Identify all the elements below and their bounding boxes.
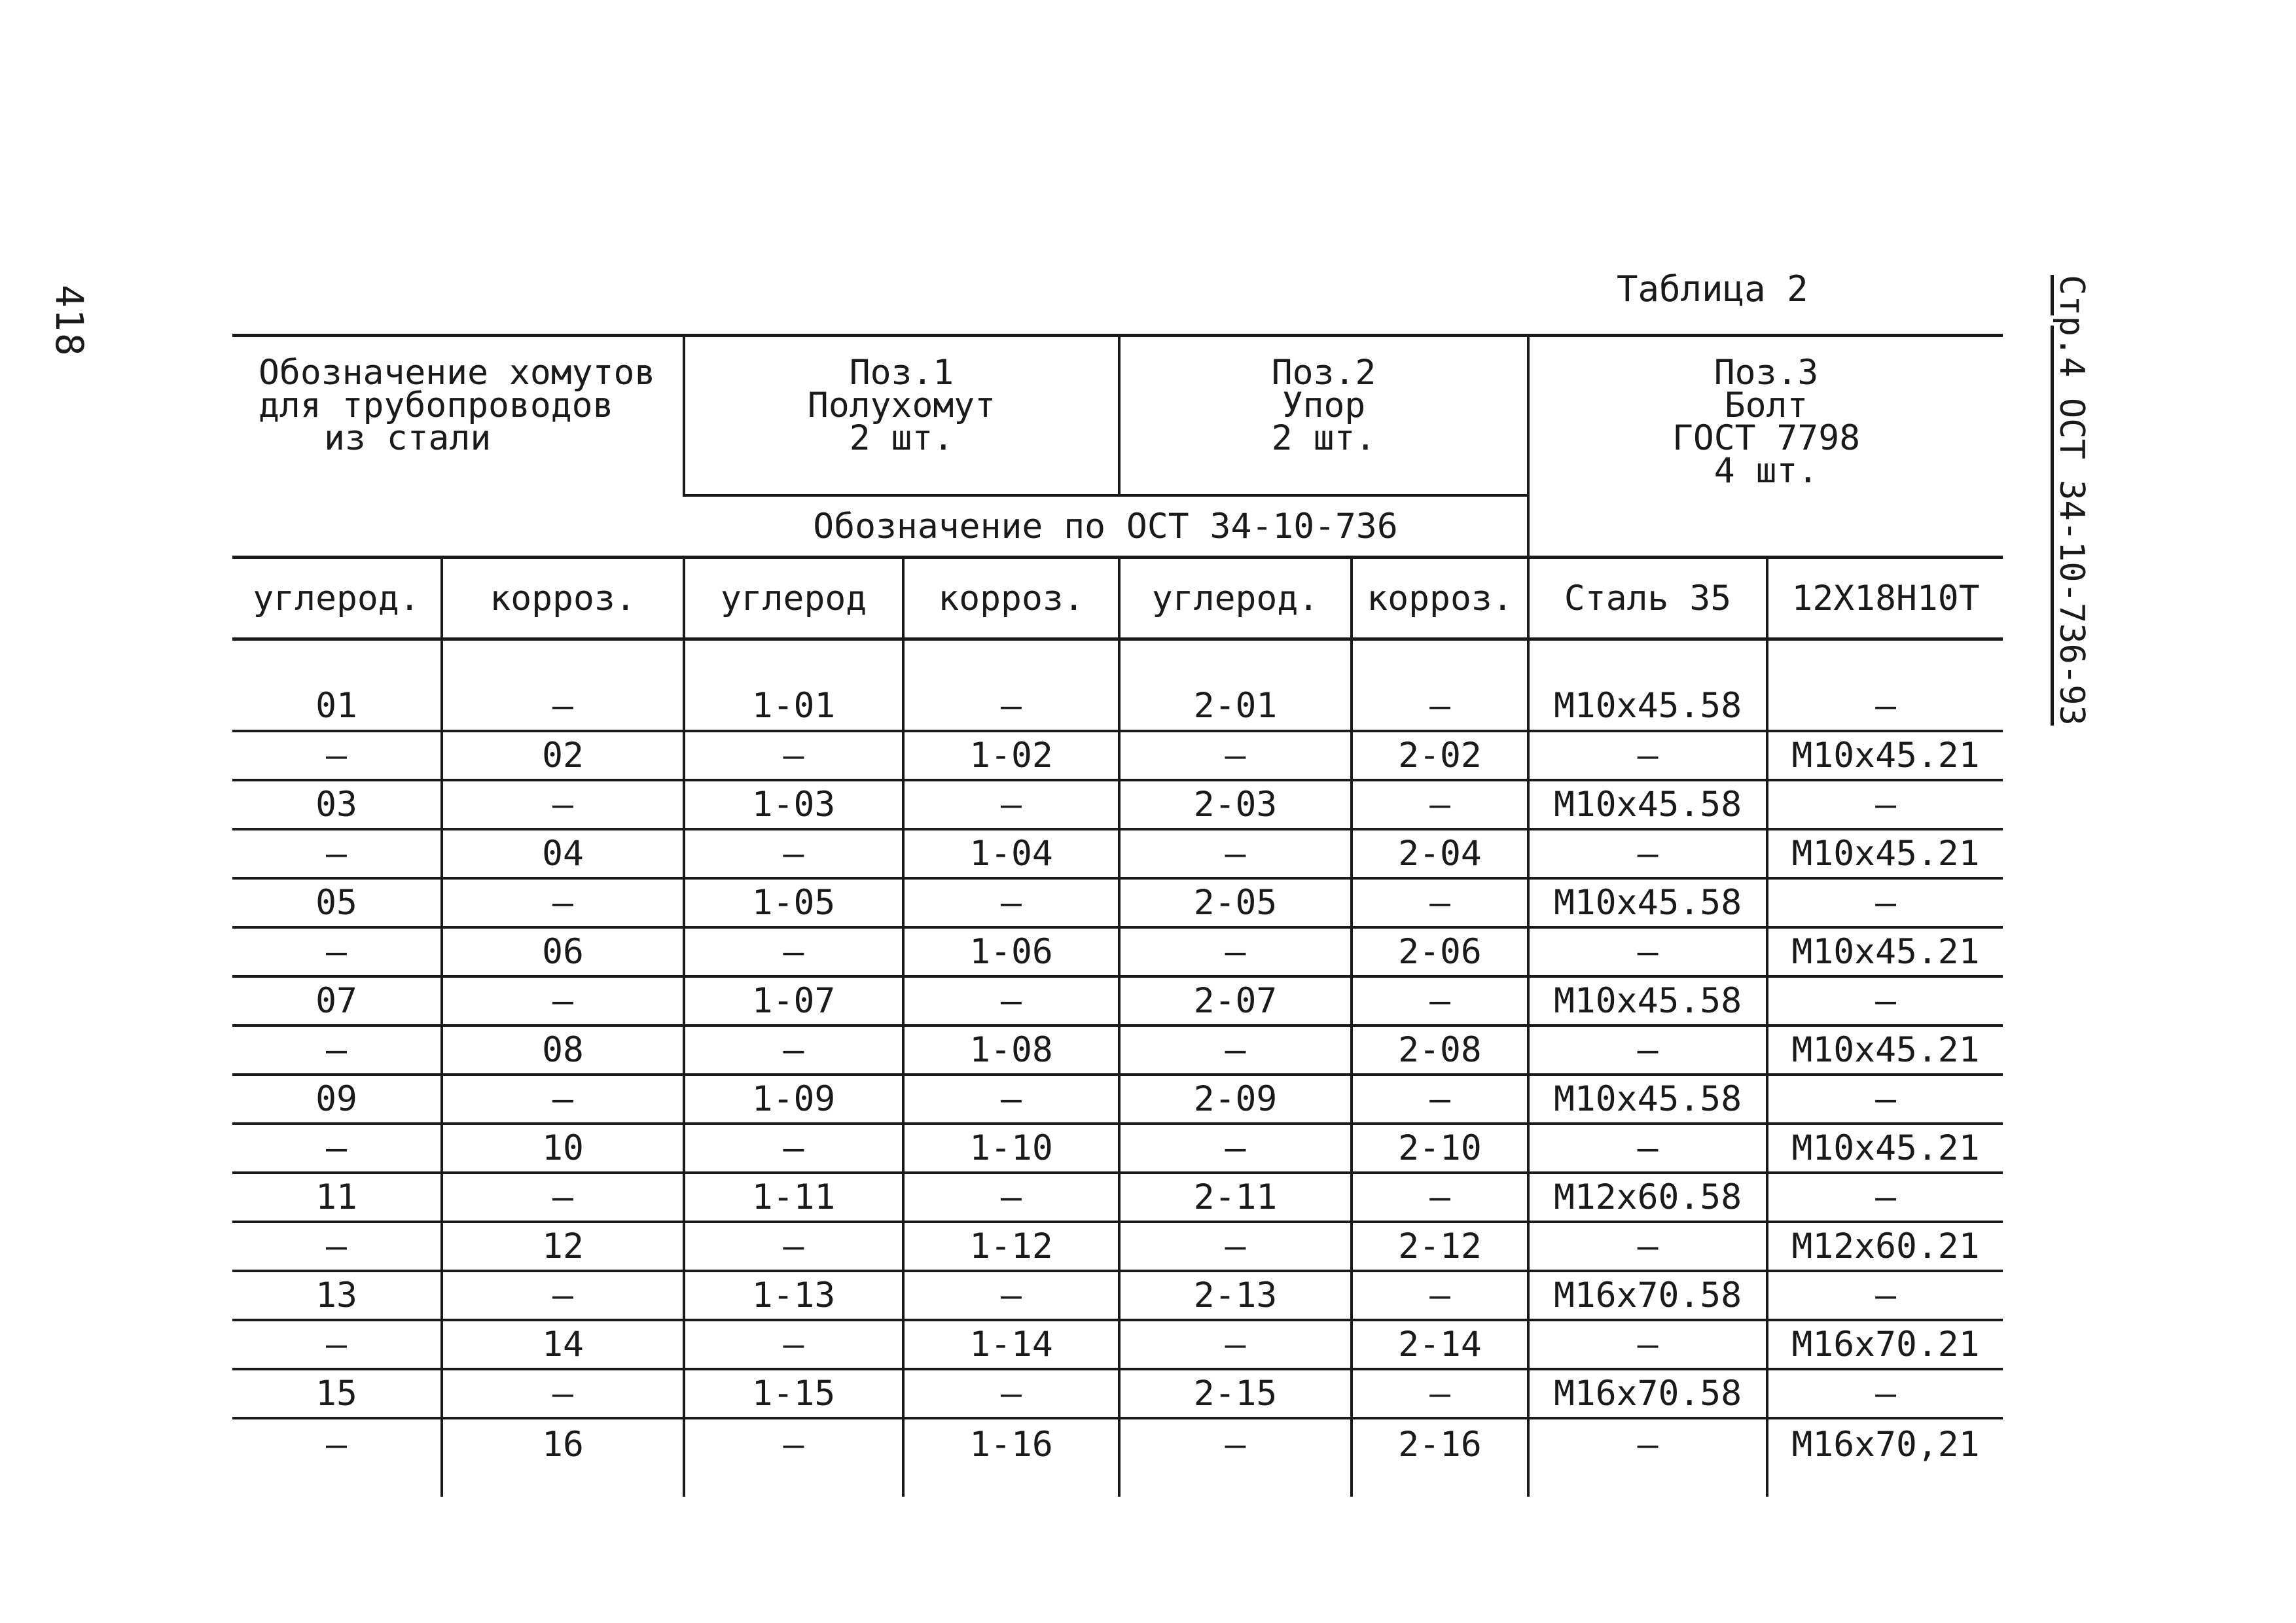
table-cell: 1-15: [684, 1369, 903, 1418]
table-cell: –: [684, 829, 903, 878]
table-cell: 2-15: [1119, 1369, 1352, 1418]
table-cell: –: [1528, 927, 1767, 976]
table-cell: –: [903, 878, 1119, 927]
table-cell: –: [1119, 1418, 1352, 1497]
table-cell: –: [1352, 1271, 1528, 1320]
table-cell: 1-07: [684, 976, 903, 1026]
table-cell: –: [1528, 1026, 1767, 1075]
table-cell: М10x45.58: [1528, 878, 1767, 927]
table-cell: –: [442, 1369, 684, 1418]
header-line: Болт: [1724, 385, 1808, 425]
table-cell: 1-02: [903, 731, 1119, 780]
table-cell: 13: [232, 1271, 442, 1320]
table-cell: 1-08: [903, 1026, 1119, 1075]
table-cell: –: [1119, 829, 1352, 878]
table-cell: 1-03: [684, 780, 903, 829]
table-cell: М10x45.21: [1767, 829, 2003, 878]
table-cell: 16: [442, 1418, 684, 1497]
table-cell: –: [1767, 1369, 2003, 1418]
pos3-header: [1528, 336, 2003, 558]
table-cell: 2-09: [1119, 1075, 1352, 1124]
table-cell: 11: [232, 1173, 442, 1222]
subheader-steel-35: Сталь 35: [1528, 558, 1767, 639]
table-row: [232, 731, 2003, 780]
table-cell: М16x70.58: [1528, 1271, 1767, 1320]
table-cell: 1-10: [903, 1124, 1119, 1173]
table-cell: –: [1767, 1271, 2003, 1320]
table-cell: 2-12: [1352, 1222, 1528, 1271]
header-line: 2 шт.: [849, 418, 954, 458]
header-row-groups: [232, 336, 2003, 496]
table-cell: М16x70,21: [1767, 1418, 2003, 1497]
table-cell: –: [903, 1271, 1119, 1320]
table-cell: М10x45.21: [1767, 1026, 2003, 1075]
table-cell: 08: [442, 1026, 684, 1075]
table-cell: 05: [232, 878, 442, 927]
table-cell: –: [232, 1124, 442, 1173]
table-cell: –: [442, 878, 684, 927]
subheader-corrosion: корроз.: [442, 558, 684, 639]
table-cell: 2-06: [1352, 927, 1528, 976]
table-cell: –: [1767, 780, 2003, 829]
pos1-header: [684, 336, 1119, 496]
table-cell: 2-13: [1119, 1271, 1352, 1320]
table-cell: 1-16: [903, 1418, 1119, 1497]
table-row: [232, 1320, 2003, 1369]
table-cell: М10x45.58: [1528, 1075, 1767, 1124]
table-cell: –: [442, 1173, 684, 1222]
table-cell: 1-13: [684, 1271, 903, 1320]
table-cell: М16x70.58: [1528, 1369, 1767, 1418]
table-cell: –: [442, 976, 684, 1026]
header-line: Поз.3: [1713, 353, 1819, 393]
table-cell: 2-14: [1352, 1320, 1528, 1369]
table-cell: –: [1528, 829, 1767, 878]
table-cell: 2-07: [1119, 976, 1352, 1026]
table-cell: –: [903, 1369, 1119, 1418]
table-row: [232, 639, 2003, 732]
table-cell: 12: [442, 1222, 684, 1271]
table-cell: –: [442, 780, 684, 829]
header-row-columns: [232, 558, 2003, 639]
table-cell: –: [232, 1026, 442, 1075]
table-cell: –: [1119, 1124, 1352, 1173]
subheader-corrosion: корроз.: [903, 558, 1119, 639]
subheader-corrosion: корроз.: [1352, 558, 1528, 639]
table-cell: –: [684, 1124, 903, 1173]
table-cell: –: [1528, 731, 1767, 780]
table-cell: –: [684, 1418, 903, 1497]
header-line: Полухомут: [807, 385, 996, 425]
table-cell: М12x60.21: [1767, 1222, 2003, 1271]
subheader-12x18h10t: 12Х18Н10Т: [1767, 558, 2003, 639]
table-cell: –: [1352, 976, 1528, 1026]
table-cell: –: [1767, 1173, 2003, 1222]
table-cell: 09: [232, 1075, 442, 1124]
document-code: Стр.4 ОСТ 34-10-736-93: [2052, 275, 2091, 726]
table-cell: 03: [232, 780, 442, 829]
table-row: [232, 878, 2003, 927]
table-cell: 1-06: [903, 927, 1119, 976]
table-cell: –: [1767, 639, 2003, 732]
table-row: [232, 1369, 2003, 1418]
table-cell: –: [1119, 1222, 1352, 1271]
header-line: для трубопроводов: [259, 385, 614, 425]
table-cell: 1-04: [903, 829, 1119, 878]
table-cell: 1-05: [684, 878, 903, 927]
table-cell: 2-01: [1119, 639, 1352, 732]
table-cell: 1-11: [684, 1173, 903, 1222]
header-line: Упор: [1282, 385, 1366, 425]
table-cell: –: [1767, 976, 2003, 1026]
table-cell: –: [1119, 927, 1352, 976]
table-row: [232, 976, 2003, 1026]
table-cell: 10: [442, 1124, 684, 1173]
table-cell: –: [232, 1320, 442, 1369]
clamp-table: [232, 334, 2003, 1497]
table-row: [232, 1124, 2003, 1173]
table-cell: –: [903, 1075, 1119, 1124]
table-cell: –: [903, 780, 1119, 829]
pos2-header: [1119, 336, 1528, 496]
header-line: Обозначение хомутов: [259, 353, 656, 393]
table-row: [232, 829, 2003, 878]
clamp-designation-header: [232, 336, 684, 558]
table-row: [232, 1026, 2003, 1075]
table-cell: М10x45.21: [1767, 731, 2003, 780]
table-cell: 2-16: [1352, 1418, 1528, 1497]
page-number: 418: [47, 285, 92, 357]
header-line: Поз.2: [1271, 353, 1376, 393]
table-cell: –: [1119, 1026, 1352, 1075]
table-row: [232, 1173, 2003, 1222]
header-line: Поз.1: [849, 353, 954, 393]
table-row: [232, 1418, 2003, 1497]
table-cell: –: [442, 1075, 684, 1124]
table-cell: –: [1352, 780, 1528, 829]
header-line: 2 шт.: [1271, 418, 1376, 458]
table-cell: 1-12: [903, 1222, 1119, 1271]
table-cell: –: [232, 1222, 442, 1271]
table-cell: –: [903, 1173, 1119, 1222]
table-cell: 07: [232, 976, 442, 1026]
table-cell: –: [684, 731, 903, 780]
table-row: [232, 1222, 2003, 1271]
table-cell: –: [684, 1026, 903, 1075]
table-row: [232, 927, 2003, 976]
table-cell: –: [903, 639, 1119, 732]
table-cell: 04: [442, 829, 684, 878]
table-cell: М10x45.21: [1767, 1124, 2003, 1173]
table-cell: М12x60.58: [1528, 1173, 1767, 1222]
table-cell: –: [1352, 1173, 1528, 1222]
table-cell: –: [442, 639, 684, 732]
table-cell: М10x45.58: [1528, 976, 1767, 1026]
table-cell: 1-01: [684, 639, 903, 732]
table-cell: –: [1352, 1075, 1528, 1124]
table-cell: 2-08: [1352, 1026, 1528, 1075]
subheader-carbon: углерод: [684, 558, 903, 639]
table-cell: –: [232, 829, 442, 878]
table-caption: Таблица 2: [1617, 268, 1808, 310]
table-cell: 2-04: [1352, 829, 1528, 878]
header-line: 4 шт.: [1713, 451, 1819, 491]
table-cell: 02: [442, 731, 684, 780]
table-row: [232, 1075, 2003, 1124]
header-line: ГОСТ 7798: [1672, 418, 1861, 458]
table-cell: –: [1352, 1369, 1528, 1418]
table-cell: 2-11: [1119, 1173, 1352, 1222]
table-cell: 2-05: [1119, 878, 1352, 927]
table-cell: –: [232, 731, 442, 780]
table-cell: –: [1528, 1320, 1767, 1369]
table-cell: М10x45.21: [1767, 927, 2003, 976]
table-row: [232, 780, 2003, 829]
table-cell: –: [684, 1222, 903, 1271]
table-row: [232, 1271, 2003, 1320]
table-cell: –: [1528, 1222, 1767, 1271]
table-cell: –: [326, 1425, 347, 1465]
table-cell: М10x45.58: [1528, 639, 1767, 732]
table-cell: –: [232, 927, 442, 976]
table-cell: 2-02: [1352, 731, 1528, 780]
table-cell: –: [684, 927, 903, 976]
table-cell: –: [1119, 731, 1352, 780]
subheader-carbon: углерод.: [1119, 558, 1352, 639]
table-cell: –: [1352, 878, 1528, 927]
table-cell: 14: [442, 1320, 684, 1369]
table-cell: –: [442, 1271, 684, 1320]
table-cell: –: [1528, 1418, 1767, 1497]
table-cell: 01: [232, 639, 442, 732]
subheader-carbon: углерод.: [232, 558, 442, 639]
table-cell: –: [1767, 1075, 2003, 1124]
table-cell: 2-10: [1352, 1124, 1528, 1173]
table-cell: –: [684, 1320, 903, 1369]
table-cell: 2-03: [1119, 780, 1352, 829]
table-cell: –: [1352, 639, 1528, 732]
table-cell: 06: [442, 927, 684, 976]
ost-designation-header: Обозначение по ОСТ 34-10-736: [684, 495, 1528, 558]
header-line: из стали: [324, 418, 492, 458]
table-cell: 1-09: [684, 1075, 903, 1124]
table-body: [232, 639, 2003, 1497]
table-cell: М16x70.21: [1767, 1320, 2003, 1369]
table-cell: –: [1528, 1124, 1767, 1173]
table-cell: 1-14: [903, 1320, 1119, 1369]
table-cell: М10x45.58: [1528, 780, 1767, 829]
table-cell: 15: [232, 1369, 442, 1418]
table-cell: –: [903, 976, 1119, 1026]
table-cell: –: [1767, 878, 2003, 927]
table-cell: –: [1119, 1320, 1352, 1369]
